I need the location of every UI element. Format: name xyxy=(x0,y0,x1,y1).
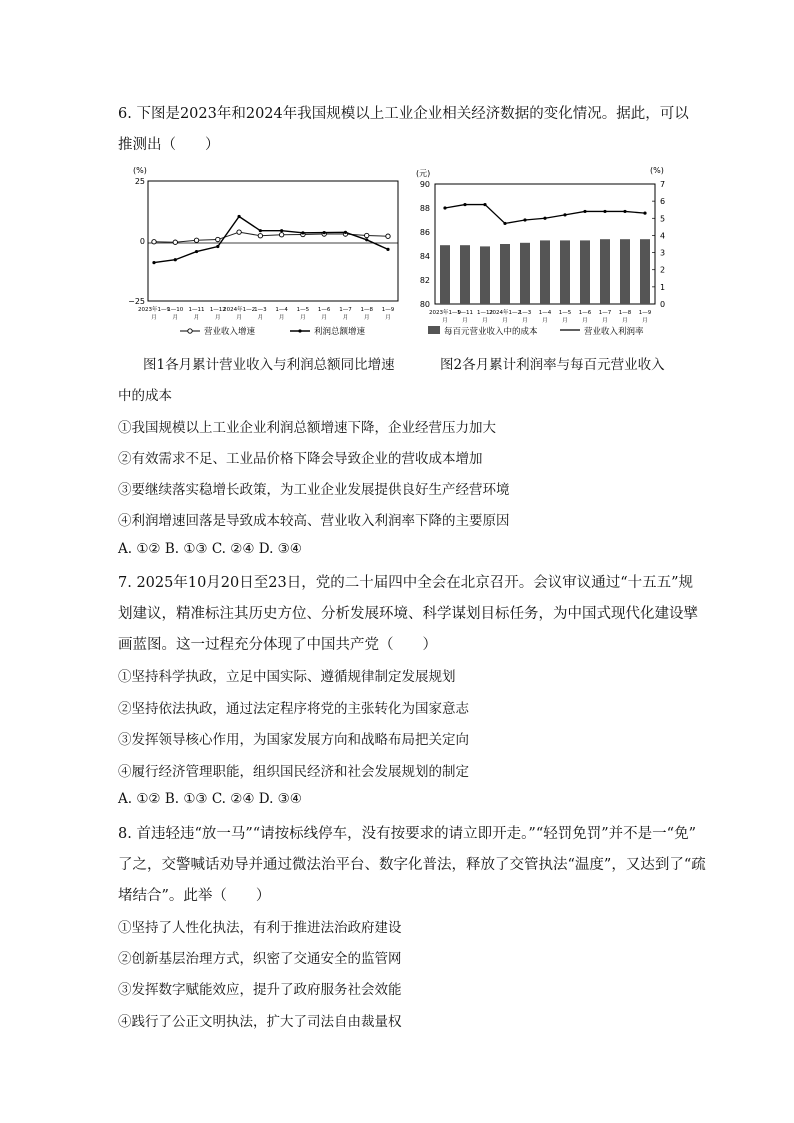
fig1-x-tick-label: 月 xyxy=(385,315,391,321)
fig2-y-left-tick-label: 82 xyxy=(419,276,430,285)
fig1-revenue-point xyxy=(258,234,262,238)
fig1-profit-point xyxy=(216,245,219,248)
fig1-profit-point xyxy=(195,250,198,253)
fig1-x-tick-label: 2023年1—9 xyxy=(138,307,170,313)
fig1-x-tick-label: 1—5 xyxy=(296,307,310,313)
fig1-revenue-point xyxy=(173,240,177,244)
fig2-y-right-tick-label: 6 xyxy=(660,197,666,207)
fig2-profit-rate-point xyxy=(623,210,626,213)
fig2-y-right-tick-label: 4 xyxy=(660,231,666,241)
q8-stem-line1: 8. 首违轻违“放一马”“请按标线停车，没有按要求的请立即开走。”“轻罚免罚”并不是一“免” xyxy=(118,826,696,842)
fig1-x-tick-label: 月 xyxy=(172,315,179,321)
fig2-x-tick-label: 1—6 xyxy=(578,310,592,316)
fig1-revenue-point xyxy=(216,237,220,241)
fig2-legend-cost-swatch xyxy=(428,326,440,334)
fig1-x-tick-label: 1—12 xyxy=(209,307,226,313)
q7-stem-line3: 画蓝图。这一过程充分体现了中国共产党（ ） xyxy=(118,637,437,653)
fig1-x-tick-label: 1—10 xyxy=(167,307,184,313)
fig2-cost-bar xyxy=(500,244,510,304)
fig2-x-tick-label: 月 xyxy=(562,318,568,324)
fig1-y-tick-label: −25 xyxy=(128,297,145,306)
fig2-x-tick-label: 1—9 xyxy=(638,310,652,316)
q8-option-3: ③发挥数字赋能效应，提升了政府服务社会效能 xyxy=(118,982,402,998)
fig2-x-tick-label: 月 xyxy=(482,318,488,324)
q6-stem-line2: 推测出（ ） xyxy=(118,137,220,153)
fig2-legend-rate-label: 营业收入利润率 xyxy=(584,327,644,337)
fig2-y-right-tick-label: 1 xyxy=(660,282,666,292)
fig2-profit-rate-point xyxy=(603,210,606,213)
fig2-profit-rate-point xyxy=(443,206,446,209)
figure-1-line-chart xyxy=(118,158,403,343)
fig2-y-right-unit: (%) xyxy=(650,166,664,175)
fig1-x-tick-label: 1—7 xyxy=(339,307,352,313)
fig2-x-tick-label: 月 xyxy=(502,318,508,324)
fig2-x-tick-label: 1—8 xyxy=(618,310,632,316)
fig1-y-unit: (%) xyxy=(133,166,147,175)
fig1-series-line-2 xyxy=(154,217,388,263)
fig2-profit-rate-line xyxy=(445,205,645,224)
q7-option-4: ④履行经济管理职能，组织国民经济和社会发展规划的制定 xyxy=(118,764,469,780)
fig1-x-tick-label: 月 xyxy=(342,315,349,321)
fig1-x-tick-label: 1—4 xyxy=(275,307,288,313)
fig2-cost-bar xyxy=(520,243,530,304)
fig1-profit-point xyxy=(237,215,240,218)
fig1-revenue-point xyxy=(279,233,283,237)
fig2-cost-bar xyxy=(460,245,470,304)
fig2-cost-bar xyxy=(480,246,490,304)
fig2-y-right-tick-label: 0 xyxy=(660,300,666,309)
fig2-profit-rate-point xyxy=(503,222,506,225)
fig1-x-tick-label: 月 xyxy=(236,315,242,321)
fig2-x-tick-label: 2024年1—2 xyxy=(489,310,521,316)
fig1-revenue-point xyxy=(365,233,369,237)
figure-1-caption: 图1各月累计营业收入与利润总额同比增速 xyxy=(143,357,395,373)
fig1-x-tick-label: 1—11 xyxy=(188,307,205,313)
fig1-profit-point xyxy=(301,231,304,234)
fig1-x-tick-label: 月 xyxy=(363,315,370,321)
fig2-y-right-tick-label: 2 xyxy=(660,265,666,275)
fig2-cost-bar xyxy=(600,239,610,304)
fig1-revenue-point xyxy=(386,234,390,238)
fig2-x-tick-label: 月 xyxy=(462,318,468,324)
fig2-x-tick-label: 1—3 xyxy=(518,310,532,316)
q8-option-1: ①坚持了人性化执法，有利于推进法治政府建设 xyxy=(118,920,402,936)
fig1-x-tick-label: 月 xyxy=(321,315,327,321)
fig2-x-tick-label: 月 xyxy=(642,318,648,324)
fig1-profit-point xyxy=(386,248,389,251)
fig1-revenue-point xyxy=(194,238,198,242)
fig1-x-tick-label: 月 xyxy=(215,315,221,321)
fig2-x-tick-label: 1—12 xyxy=(477,310,493,316)
fig2-y-left-tick-label: 88 xyxy=(419,204,430,213)
fig2-y-left-tick-label: 80 xyxy=(419,300,430,309)
q6-option-4: ④利润增速回落是导致成本较高、营业收入利润率下降的主要原因 xyxy=(118,513,510,529)
fig1-y-tick-label: 25 xyxy=(134,177,145,186)
q7-option-1: ①坚持科学执政，立足中国实际、遵循规律制定发展规划 xyxy=(118,669,456,685)
fig2-y-left-tick-label: 86 xyxy=(419,228,430,237)
fig1-x-tick-label: 月 xyxy=(193,315,200,321)
fig2-y-right-tick-label: 3 xyxy=(660,248,666,258)
fig2-y-right-tick-label: 7 xyxy=(660,180,666,189)
figure-2-caption-cont: 中的成本 xyxy=(118,388,172,404)
fig2-x-tick-label: 1—4 xyxy=(538,310,552,316)
fig1-x-tick-label: 2024年1—2 xyxy=(223,307,256,313)
q7-option-2: ②坚持依法执政，通过法定程序将党的主张转化为国家意志 xyxy=(118,701,469,717)
fig2-cost-bar xyxy=(580,240,590,304)
fig1-y-tick-label: 0 xyxy=(139,237,145,246)
fig1-legend-profit-label: 利润总额增速 xyxy=(314,327,366,337)
q8-option-4: ④践行了公正文明执法，扩大了司法自由裁量权 xyxy=(118,1014,402,1030)
fig2-y-right-tick-label: 5 xyxy=(660,214,666,224)
q6-answer-choices: A. ①② B. ①③ C. ②④ D. ③④ xyxy=(118,541,302,557)
q8-stem-line2: 了之，交警喊话劝导并通过微法治平台、数字化普法，释放了交管执法“温度”，又达到了“疏 xyxy=(118,857,706,873)
fig2-x-tick-label: 月 xyxy=(622,318,628,324)
fig2-x-tick-label: 月 xyxy=(542,318,548,324)
fig2-y-left-tick-label: 84 xyxy=(419,252,430,261)
fig1-profit-point xyxy=(323,231,326,234)
fig2-cost-bar xyxy=(560,240,570,304)
fig2-y-left-tick-label: 90 xyxy=(419,180,430,189)
fig1-profit-point xyxy=(174,258,177,261)
fig2-x-tick-label: 1—11 xyxy=(457,310,473,316)
q7-option-3: ③发挥领导核心作用，为国家发展方向和战略布局把关定向 xyxy=(118,732,469,748)
fig2-cost-bar xyxy=(640,239,650,304)
fig1-x-tick-label: 1—9 xyxy=(381,307,395,313)
fig2-profit-rate-point xyxy=(483,203,486,206)
q7-answer-choices: A. ①② B. ①③ C. ②④ D. ③④ xyxy=(118,791,302,807)
fig1-profit-point xyxy=(280,229,283,232)
fig2-profit-rate-point xyxy=(463,203,466,206)
fig2-cost-bar xyxy=(620,239,630,304)
fig1-x-tick-label: 月 xyxy=(257,315,264,321)
fig1-series-line-1 xyxy=(154,232,388,242)
fig2-x-tick-label: 月 xyxy=(442,318,448,324)
fig1-x-tick-label: 1—8 xyxy=(360,307,373,313)
q7-stem-line2: 划建议，精准标注其历史方位、分析发展环境、科学谋划目标任务，为中国式现代化建设擘 xyxy=(118,606,698,622)
fig2-x-tick-label: 月 xyxy=(582,318,588,324)
fig2-profit-rate-point xyxy=(523,218,526,221)
fig1-x-tick-label: 1—3 xyxy=(254,307,267,313)
fig2-cost-bar xyxy=(540,240,550,304)
fig2-x-tick-label: 1—5 xyxy=(558,310,572,316)
fig2-profit-rate-point xyxy=(643,212,646,215)
fig1-x-tick-label: 月 xyxy=(278,315,285,321)
q6-option-2: ②有效需求不足、工业品价格下降会导致企业的营收成本增加 xyxy=(118,451,483,467)
fig1-x-tick-label: 1—6 xyxy=(317,307,331,313)
fig1-x-tick-label: 月 xyxy=(300,315,306,321)
figure-2-bar-line-chart xyxy=(410,158,680,343)
fig1-x-tick-label: 月 xyxy=(151,315,157,321)
fig2-cost-bar xyxy=(440,245,450,304)
q6-option-1: ①我国规模以上工业企业利润总额增速下降，企业经营压力加大 xyxy=(118,420,496,436)
fig2-profit-rate-point xyxy=(543,217,546,220)
fig1-profit-point xyxy=(344,231,347,234)
q7-stem-line1: 7. 2025年10月20日至23日，党的二十届四中全会在北京召开。会议审议通过“十五五”规 xyxy=(118,575,694,591)
q8-option-2: ②创新基层治理方式，织密了交通安全的监管网 xyxy=(118,951,402,967)
q6-stem-line1: 6. 下图是2023年和2024年我国规模以上工业企业相关经济数据的变化情况。据此，可以 xyxy=(118,106,689,122)
fig2-x-tick-label: 月 xyxy=(522,318,528,324)
fig2-x-tick-label: 1—7 xyxy=(598,310,612,316)
fig2-x-tick-label: 月 xyxy=(602,318,608,324)
fig2-y-left-unit: (元) xyxy=(416,169,431,178)
fig2-legend-cost-label: 每百元营业收入中的成本 xyxy=(444,327,538,337)
fig2-profit-rate-point xyxy=(563,213,566,216)
fig1-profit-point xyxy=(259,229,262,232)
fig1-revenue-point xyxy=(237,230,241,234)
q8-stem-line3: 堵结合”。此举（ ） xyxy=(118,888,271,904)
fig1-revenue-point xyxy=(152,240,156,244)
fig2-x-tick-label: 2023年1—9 xyxy=(429,310,461,316)
figure-2-caption: 图2各月累计利润率与每百元营业收入 xyxy=(440,357,665,373)
fig2-profit-rate-point xyxy=(583,210,586,213)
fig1-legend-revenue-label: 营业收入增速 xyxy=(204,327,256,337)
fig1-profit-point xyxy=(365,238,368,241)
fig1-profit-point xyxy=(152,261,155,264)
q6-option-3: ③要继续落实稳增长政策，为工业企业发展提供良好生产经营环境 xyxy=(118,482,510,498)
